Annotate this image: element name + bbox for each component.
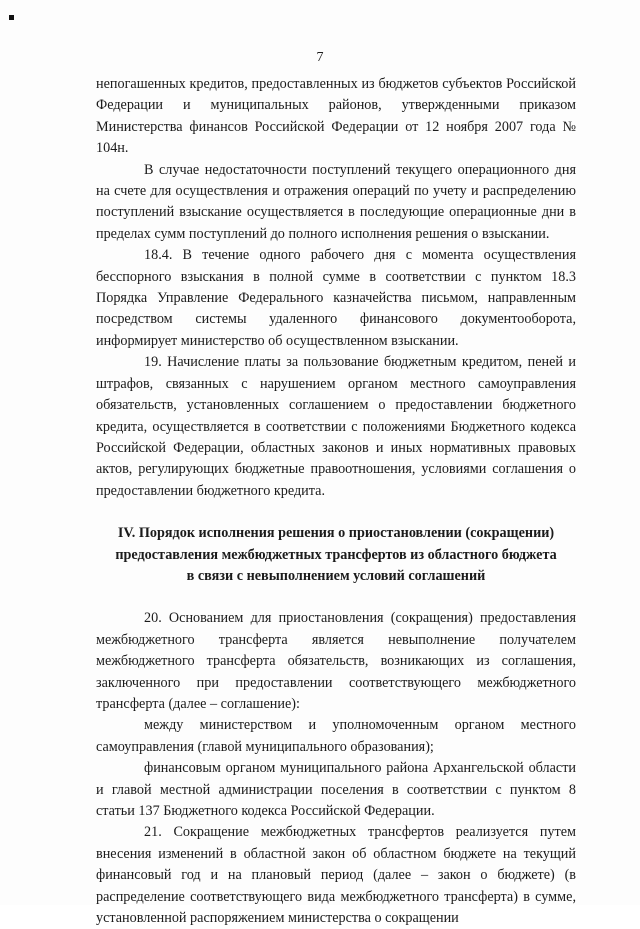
section-title-line-2: предоставления межбюджетных трансфертов из областного бюджета (115, 546, 557, 563)
paragraph-20-ministry: между министерством и уполномоченным органом местного самоуправления (главой муниципального образования); (96, 717, 576, 755)
paragraph-insufficient-receipts: В случае недостаточности поступлений текущего операционного дня на счете для осуществления и отражения операций по учету и распределению поступлений взыскание осуществляется в последующие операционные дни в пределах сумм поступлений до полного исполнения решения о взыскании. (96, 161, 576, 242)
section-title (96, 523, 576, 587)
paragraph-18-4: 18.4. В течение одного рабочего дня с момента осуществления бесспорного взыскания в полной сумме в соответствии с пунктом 18.3 Порядка Управление Федерального казначейства письмом, направленным посредством системы удаленного финансового документооборота, информирует министерство об осуществленном взыскании. (96, 247, 576, 349)
paragraph-20: 20. Основанием для приостановления (сокращения) предоставления межбюджетного трансферта является невыполнение получателем межбюджетного трансферта обязательств, возникающих из соглашения, заключенного при предоставлении соответствующего межбюджетного трансферта (далее – соглашение): (96, 610, 576, 712)
margin-mark (9, 15, 14, 20)
paragraph-continuation: непогашенных кредитов, предоставленных из бюджетов субъектов Российской Федерации и муниципальных районов, утвержденными приказом Министерства финансов Российской Федерации от 12 ноября 2007 года № 104н. (96, 76, 576, 157)
page-number: 7 (316, 50, 324, 65)
paragraph-20-financial-body: финансовым органом муниципального района Архангельской области и главой местной администрации поселения в соответствии с пунктом 8 статьи 137 Бюджетного кодекса Российской Федерации. (96, 760, 576, 819)
section-title-line-3: в связи с невыполнением условий соглашений (186, 567, 486, 584)
paragraph-21: 21. Сокращение межбюджетных трансфертов реализуется путем внесения изменений в областной закон об областном бюджете на текущий финансовый год и на плановый период (далее – закон о бюджете) (в распределение соответствующего вида межбюджетного трансферта) в сумме, установленной распоряжением министерства о сокращении (96, 824, 576, 927)
section-title-line-1: IV. Порядок исполнения решения о приостановлении (сокращении) (117, 525, 555, 542)
page-content (96, 74, 576, 929)
paragraph-19: 19. Начисление платы за пользование бюджетным кредитом, пеней и штрафов, связанных с нарушением органом местного самоуправления обязательств, установленных соглашением о предоставлении бюджетного кредита, осуществляется в соответствии с положениями Бюджетного кодекса Российской Федерации, областных законов и иных нормативных правовых актов, регулирующих бюджетные правоотношения, условиями соглашения о предоставлении бюджетного кредита. (96, 354, 576, 499)
